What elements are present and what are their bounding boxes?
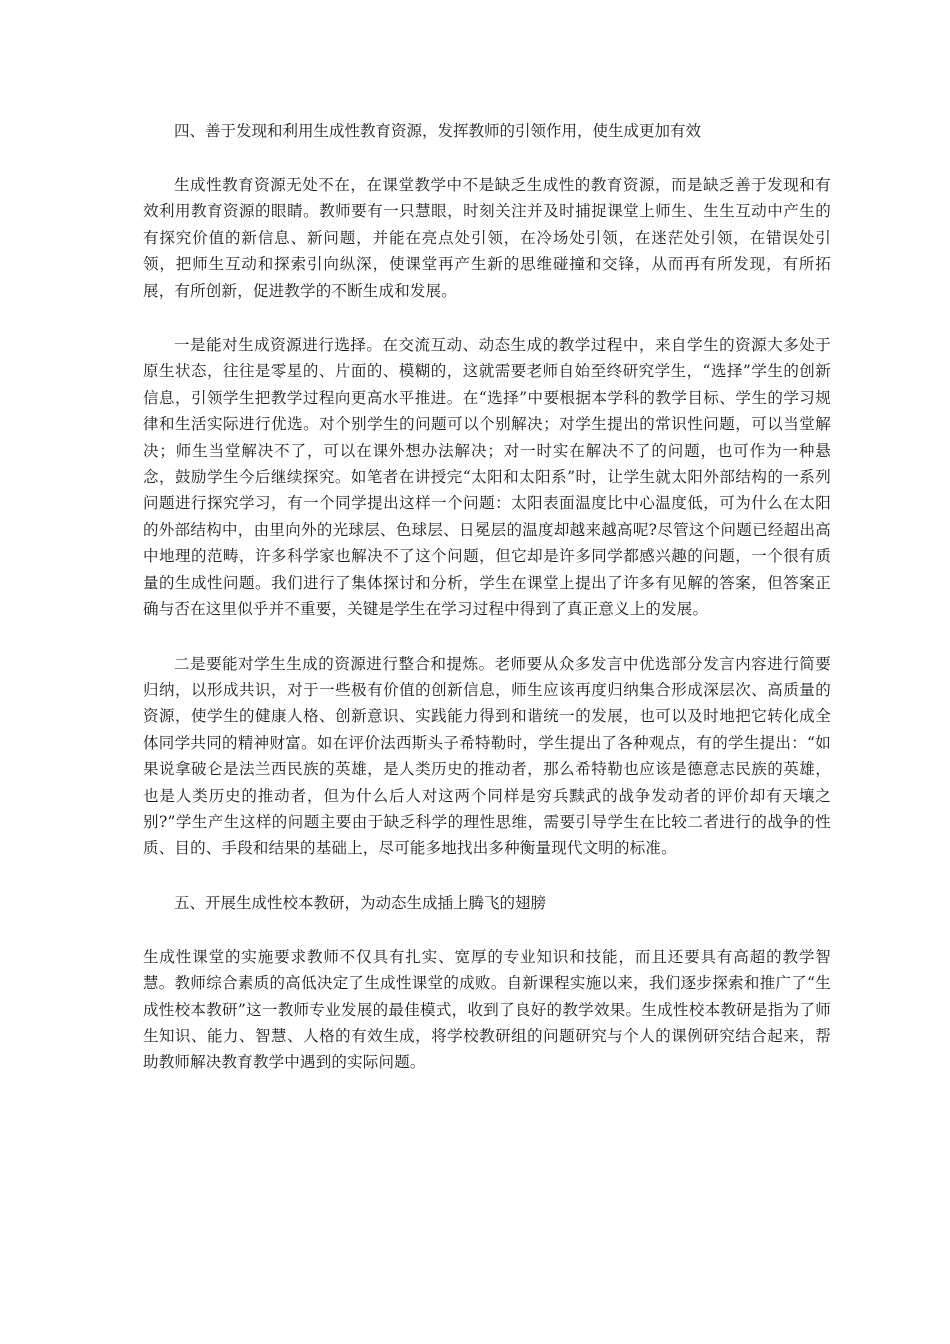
document-page bbox=[143, 118, 831, 1104]
body-paragraph-3: 二是要能对学生生成的资源进行整合和提炼。老师要从众多发言中优选部分发言内容进行简要归纳，以形成共识，对于一些极有价值的创新信息，师生应该再度归纳集合形成深层次、高质量的资源，使学生的健康人格、创新意识、实践能力得到和谐统一的发展，也可以及时地把它转化成全体同学共同的精神财富。如在评价法西斯头子希特勒时，学生提出了各种观点，有的学生提出：“如果说拿破仑是法兰西民族的英雄，是人类历史的推动者，那么希特勒也应该是德意志民族的英雄，也是人类历史的推动者，但为什么后人对这两个同样是穷兵黩武的战争发动者的评价却有天壤之别?”学生产生这样的问题主要由于缺乏科学的理性思维，需要引导学生在比较二者进行的战争的性质、目的、手段和结果的基础上，尽可能多地找出多种衡量现代文明的标准。 bbox=[143, 654, 831, 858]
body-paragraph-4: 生成性课堂的实施要求教师不仅具有扎实、宽厚的专业知识和技能，而且还要具有高超的教学智慧。教师综合素质的高低决定了生成性课堂的成败。自新课程实施以来，我们逐步探索和推广了“生成性校本教研”这一教师专业发展的最佳模式，收到了良好的教学效果。生成性校本教研是指为了师生知识、能力、智慧、人格的有效生成，将学校教研组的问题研究与个人的课例研究结合起来，帮助教师解决教育教学中遇到的实际问题。 bbox=[143, 947, 831, 1072]
section-heading-5: 五、开展生成性校本教研，为动态生成插上腾飞的翅膀 bbox=[174, 893, 547, 912]
body-paragraph-1: 生成性教育资源无处不在，在课堂教学中不是缺乏生成性的教育资源，而是缺乏善于发现和有效利用教育资源的眼睛。教师要有一只慧眼，时刻关注并及时捕捉课堂上师生、生生互动中产生的有探究价值的新信息、新问题，并能在亮点处引领，在冷场处引领，在迷茫处引领，在错误处引领，把师生互动和探索引向纵深，使课堂再产生新的思维碰撞和交锋，从而再有所发现，有所拓展，有所创新，促进教学的不断生成和发展。 bbox=[143, 176, 831, 300]
body-paragraph-2: 一是能对生成资源进行选择。在交流互动、动态生成的教学过程中，来自学生的资源大多处于原生状态，往往是零星的、片面的、模糊的，这就需要老师自始至终研究学生，“选择”学生的创新信息，引领学生把教学过程向更高水平推进。在“选择”中要根据本学科的教学目标、学生的学习规律和生活实际进行优选。对个别学生的问题可以个别解决；对学生提出的常识性问题，可以当堂解决；师生当堂解决不了，可以在课外想办法解决；对一时实在解决不了的问题，也可作为一种悬念，鼓励学生今后继续探究。如笔者在讲授完“太阳和太阳系”时，让学生就太阳外部结构的一系列问题进行探究学习，有一个同学提出这样一个问题：太阳表面温度比中心温度低，可为什么在太阳的外部结构中，由里向外的光球层、色球层、日冕层的温度却越来越高呢?尽管这个问题已经超出高中地理的范畴，许多科学家也解决不了这个问题，但它却是许多同学都感兴趣的问题，一个很有质量的生成性问题。我们进行了集体探讨和分析，学生在课堂上提出了许多有见解的答案，但答案正确与否在这里似乎并不重要，关键是学生在学习过程中得到了真正意义上的发展。 bbox=[143, 336, 831, 619]
section-heading-4: 四、善于发现和利用生成性教育资源，发挥教师的引领作用，使生成更加有效 bbox=[174, 122, 702, 140]
